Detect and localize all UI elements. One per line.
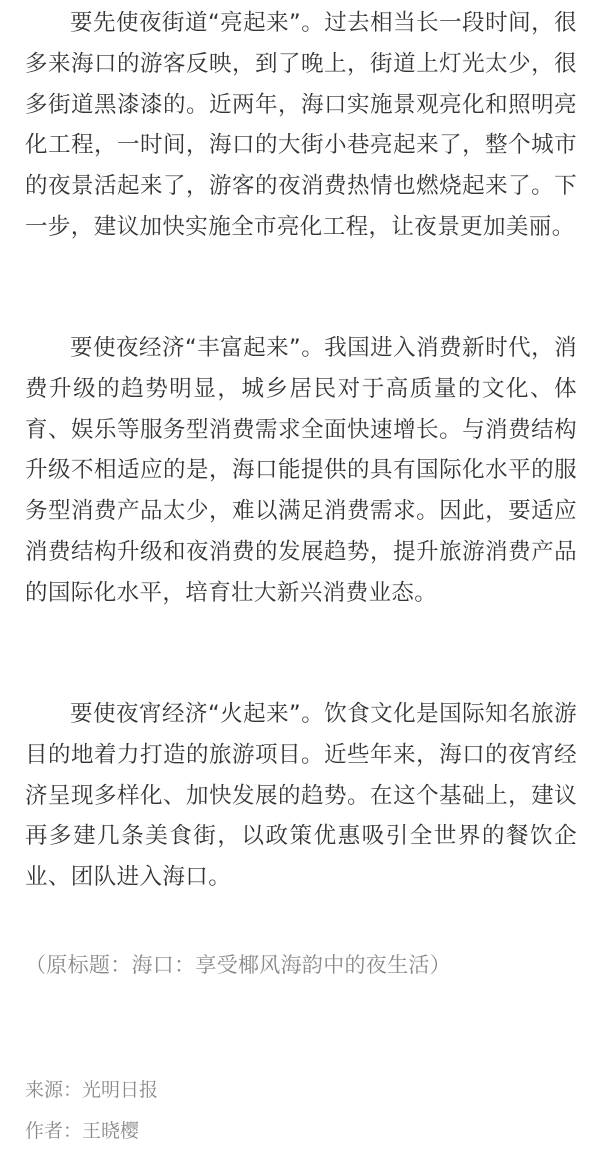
paragraph-night-economy: 要使夜经济“丰富起来”。我国进入消费新时代，消费升级的趋势明显，城乡居民对于高质量的文化、体育、娱乐等服务型消费需求全面快速增长。与消费结构升级不相适应的是，海口能提供的具有国际化水平的服务型消费产品太少，难以满足消费需求。因此，要适应消费结构升级和夜消费的发展趋势，提升旅游消费产品的国际化水平，培育壮大新兴消费业态。 — [25, 335, 577, 606]
source-line: 来源：光明日报 — [25, 1079, 159, 1101]
author-line: 作者：王晓樱 — [25, 1120, 140, 1142]
paragraph-night-streets: 要先使夜街道“亮起来”。过去相当长一段时间，很多来海口的游客反映，到了晚上，街道上灯光太少，很多街道黑漆漆的。近两年，海口实施景观亮化和照明亮化工程，一时间，海口的大街小巷亮起来了，整个城市的夜景活起来了，游客的夜消费热情也燃烧起来了。下一步，建议加快实施全市亮化工程，让夜景更加美丽。 — [25, 10, 577, 240]
paragraph-late-night-snacks: 要使夜宵经济“火起来”。饮食文化是国际知名旅游目的地着力打造的旅游项目。近些年来，海口的夜宵经济呈现多样化、加快发展的趋势。在这个基础上，建议再多建几条美食街，以政策优惠吸引全世界的餐饮企业、团队进入海口。 — [25, 701, 577, 891]
original-title-note: （原标题：海口：享受椰风海韵中的夜生活） — [25, 953, 451, 977]
